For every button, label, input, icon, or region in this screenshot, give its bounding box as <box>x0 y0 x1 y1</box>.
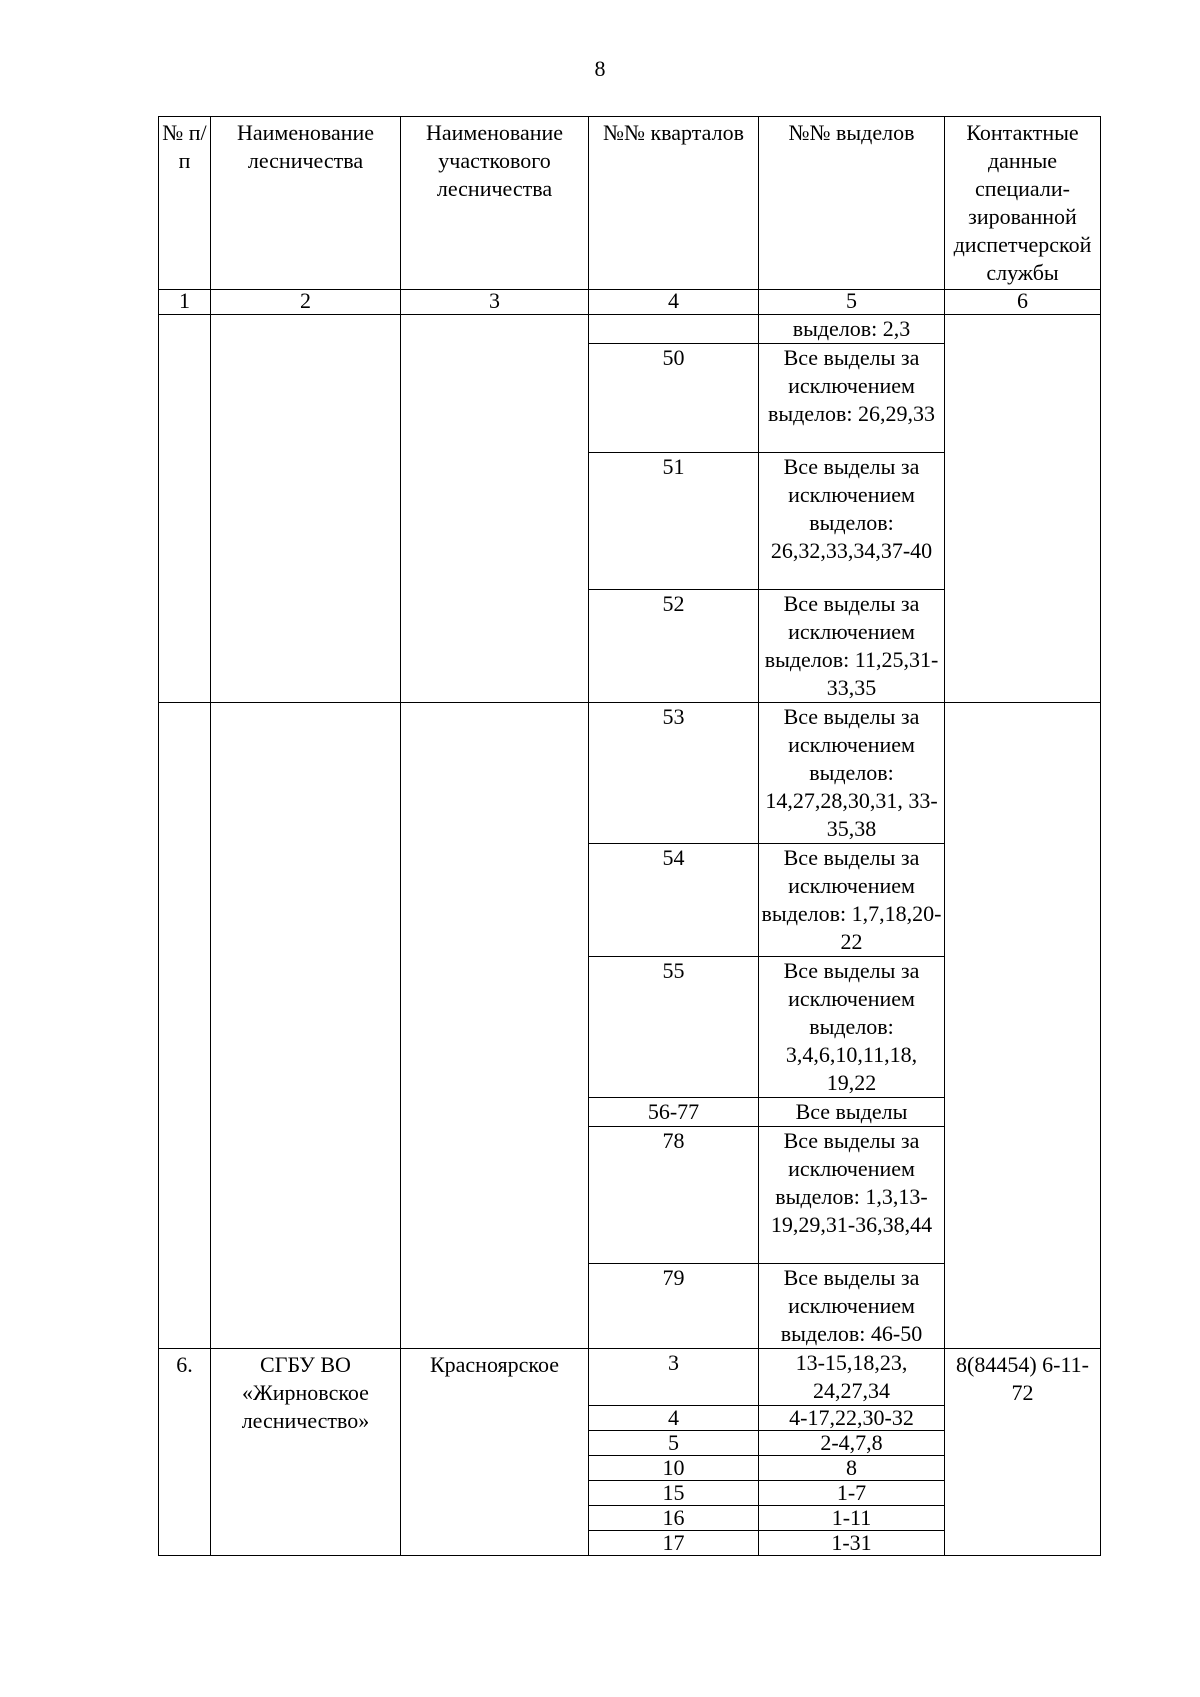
column-number: 4 <box>589 290 759 315</box>
header-num: № п/п <box>159 117 211 290</box>
column-number: 1 <box>159 290 211 315</box>
column-number: 5 <box>759 290 945 315</box>
cell-vydely: 8 <box>759 1456 945 1481</box>
header-row <box>159 117 1101 290</box>
cell-vydely: Все выделы за исключением выделов: 3,4,6,10,11,18, 19,22 <box>759 957 945 1098</box>
cell-contact: 8(84454) 6-11-72 <box>945 1349 1101 1556</box>
column-numbers-row <box>159 290 1101 315</box>
cell-num: 6. <box>159 1349 211 1556</box>
cell-vydely: Все выделы за исключением выделов: 26,32,33,34,37-40 <box>759 453 945 590</box>
cell-forestry <box>211 703 401 1349</box>
cell-num <box>159 315 211 703</box>
header-kvartal: №№ кварталов <box>589 117 759 290</box>
cell-vydely: Все выделы за исключением выделов: 26,29,33 <box>759 344 945 453</box>
cell-district: Красноярское <box>401 1349 589 1556</box>
cell-kvartal: 3 <box>589 1349 759 1406</box>
cell-kvartal: 4 <box>589 1406 759 1431</box>
table-row <box>159 315 1101 344</box>
cell-kvartal: 52 <box>589 590 759 703</box>
table-row <box>159 1349 1101 1406</box>
cell-district <box>401 315 589 703</box>
cell-forestry: СГБУ ВО «Жирновское лесничество» <box>211 1349 401 1556</box>
cell-vydely: 1-7 <box>759 1481 945 1506</box>
cell-vydely: 2-4,7,8 <box>759 1431 945 1456</box>
column-number: 3 <box>401 290 589 315</box>
cell-vydely: Все выделы за исключением выделов: 14,27,28,30,31, 33-35,38 <box>759 703 945 844</box>
cell-vydely: Все выделы за исключением выделов: 46-50 <box>759 1264 945 1349</box>
cell-contact <box>945 703 1101 1349</box>
cell-vydely: Все выделы за исключением выделов: 1,3,13-19,29,31-36,38,44 <box>759 1127 945 1264</box>
column-number: 6 <box>945 290 1101 315</box>
page-number: 8 <box>594 56 606 81</box>
cell-kvartal: 50 <box>589 344 759 453</box>
column-number: 2 <box>211 290 401 315</box>
header-district: Наименование участкового лесничества <box>401 117 589 290</box>
cell-kvartal <box>589 315 759 344</box>
cell-forestry <box>211 315 401 703</box>
header-forestry: Наименование лесничества <box>211 117 401 290</box>
cell-kvartal: 5 <box>589 1431 759 1456</box>
cell-vydely: Все выделы за исключением выделов: 1,7,18,20-22 <box>759 844 945 957</box>
cell-kvartal: 54 <box>589 844 759 957</box>
cell-vydely: 4-17,22,30-32 <box>759 1406 945 1431</box>
cell-kvartal: 53 <box>589 703 759 844</box>
cell-district <box>401 703 589 1349</box>
cell-contact <box>945 315 1101 703</box>
cell-vydely: Все выделы <box>759 1098 945 1127</box>
cell-kvartal: 15 <box>589 1481 759 1506</box>
header-vydely: №№ выделов <box>759 117 945 290</box>
cell-vydely: 13-15,18,23, 24,27,34 <box>759 1349 945 1406</box>
cell-kvartal: 17 <box>589 1531 759 1556</box>
cell-vydely: выделов: 2,3 <box>759 315 945 344</box>
table-row <box>159 703 1101 844</box>
header-contact: Контактные данные специали-зированной диспетчерской службы <box>945 117 1101 290</box>
cell-kvartal: 55 <box>589 957 759 1098</box>
forestry-table <box>158 116 1101 1556</box>
cell-vydely: 1-11 <box>759 1506 945 1531</box>
cell-kvartal: 56-77 <box>589 1098 759 1127</box>
cell-kvartal: 78 <box>589 1127 759 1264</box>
cell-kvartal: 16 <box>589 1506 759 1531</box>
cell-num <box>159 703 211 1349</box>
cell-kvartal: 51 <box>589 453 759 590</box>
cell-kvartal: 10 <box>589 1456 759 1481</box>
cell-vydely: 1-31 <box>759 1531 945 1556</box>
cell-kvartal: 79 <box>589 1264 759 1349</box>
cell-vydely: Все выделы за исключением выделов: 11,25,31-33,35 <box>759 590 945 703</box>
